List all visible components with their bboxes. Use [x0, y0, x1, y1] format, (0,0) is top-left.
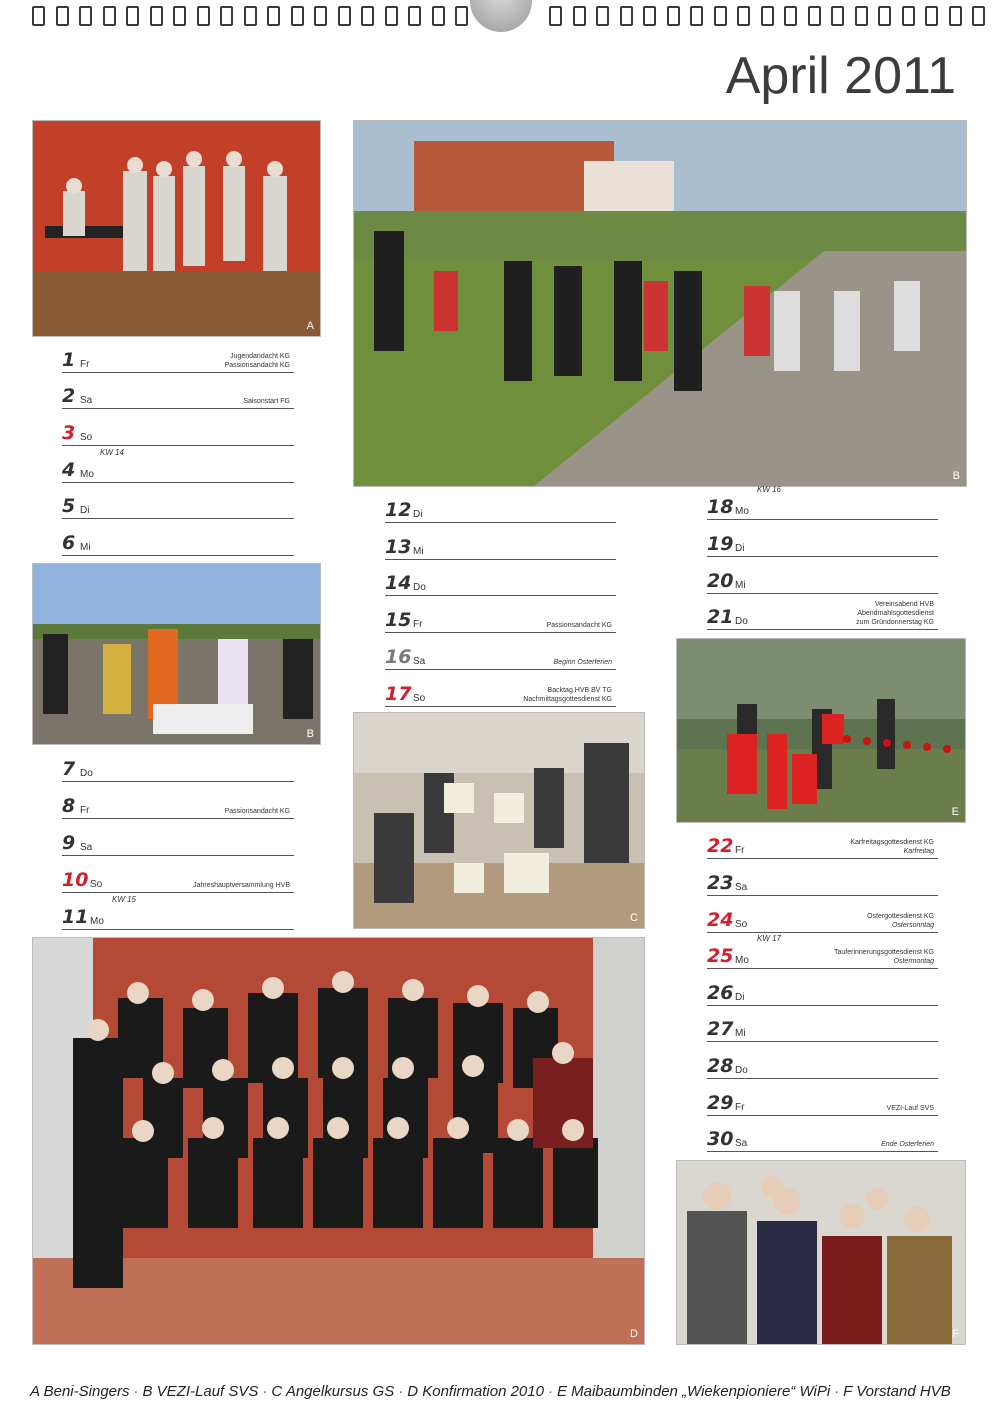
spiral-ring	[690, 6, 703, 26]
day-row-20	[707, 569, 938, 594]
day-row-4	[62, 448, 294, 483]
caption-separator: ·	[262, 1383, 268, 1400]
day-row-24	[707, 908, 938, 933]
day-number: 6	[62, 532, 76, 554]
weekday-label: Mo	[735, 955, 749, 966]
day-number: 14	[385, 572, 412, 594]
spiral-ring	[103, 6, 116, 26]
weekday-label: Di	[413, 509, 423, 520]
spiral-ring	[197, 6, 210, 26]
day-row-19	[707, 532, 938, 557]
spiral-ring	[855, 6, 868, 26]
spiral-ring	[549, 6, 562, 26]
spiral-ring	[291, 6, 304, 26]
event-text: Passionsandacht KG	[224, 362, 290, 369]
weekday-label: Mo	[735, 506, 749, 517]
day-events	[225, 352, 290, 370]
spiral-ring	[432, 6, 445, 26]
day-number: 3	[62, 422, 76, 444]
day-number: 16	[385, 646, 412, 668]
event-text: Karfreitag	[903, 848, 934, 855]
day-row-21	[707, 601, 938, 630]
spiral-ring	[220, 6, 233, 26]
photo-vezi-lauf	[353, 120, 967, 487]
day-row-26	[707, 981, 938, 1006]
weekday-label: Mi	[413, 546, 424, 557]
day-row-14	[385, 571, 616, 596]
weekday-label: Sa	[735, 1138, 748, 1149]
calendar-week-label: KW 15	[112, 895, 137, 904]
caption-f: F Vorstand HVB	[843, 1383, 951, 1400]
photo-letter: E	[951, 806, 959, 818]
event-text: Jugendandacht KG	[230, 353, 290, 360]
day-number: 24	[707, 909, 734, 931]
caption-d: D Konfirmation 2010	[407, 1383, 544, 1400]
weekday-label: Do	[735, 1065, 748, 1076]
day-events	[887, 1104, 934, 1113]
photo-vezi-lauf-2	[32, 563, 321, 745]
day-row-17	[385, 682, 616, 707]
spiral-ring	[338, 6, 351, 26]
spiral-ring	[173, 6, 186, 26]
day-row-29	[707, 1091, 938, 1116]
day-number: 20	[707, 570, 734, 592]
photo-maibaumbinden	[676, 638, 966, 823]
day-events	[547, 621, 612, 630]
weekday-label: Mi	[80, 542, 91, 553]
photo-letter: B	[306, 728, 314, 740]
weekday-label: So	[735, 919, 748, 930]
day-row-15	[385, 608, 616, 633]
day-number: 1	[62, 349, 76, 371]
event-text: VEZI-Lauf SVS	[886, 1105, 934, 1112]
caption-a: A Beni-Singers	[30, 1383, 130, 1400]
day-number: 30	[707, 1128, 734, 1150]
spiral-ring	[949, 6, 962, 26]
calendar-week-label: KW 17	[757, 934, 782, 943]
spiral-ring	[32, 6, 45, 26]
photo-konfirmation	[32, 937, 645, 1345]
spiral-ring	[361, 6, 374, 26]
spiral-ring	[831, 6, 844, 26]
day-number: 21	[707, 606, 734, 628]
day-row-10	[62, 868, 294, 893]
weekday-label: Di	[735, 992, 745, 1003]
weekday-label: Do	[735, 616, 748, 627]
event-text: Abendmahlsgottesdienst	[857, 610, 934, 617]
event-text: Ostersonntag	[891, 922, 934, 929]
day-events	[881, 1140, 934, 1149]
day-row-27	[707, 1017, 938, 1042]
weekday-label: Mi	[735, 580, 746, 591]
event-text: Ostergottesdienst KG	[867, 913, 934, 920]
event-text: Ende Osterferien	[881, 1141, 934, 1148]
photo-angelkursus	[353, 712, 645, 929]
spiral-ring	[79, 6, 92, 26]
day-row-28	[707, 1054, 938, 1079]
day-row-25	[707, 934, 938, 969]
day-events	[243, 397, 290, 406]
day-number: 4	[62, 459, 76, 481]
day-events	[850, 838, 934, 856]
spiral-ring	[761, 6, 774, 26]
photo-letter: B	[952, 470, 960, 482]
weekday-label: So	[90, 879, 103, 890]
day-row-23	[707, 871, 938, 896]
weekday-label: So	[413, 693, 426, 704]
event-text: Beginn Osterferien	[553, 659, 612, 666]
spiral-ring	[620, 6, 633, 26]
day-number: 28	[707, 1055, 734, 1077]
spiral-ring	[150, 6, 163, 26]
spiral-ring	[596, 6, 609, 26]
day-row-22	[707, 834, 938, 859]
spiral-ring	[385, 6, 398, 26]
weekday-label: Sa	[80, 395, 93, 406]
caption-separator: ·	[398, 1383, 404, 1400]
caption-e: E Maibaumbinden „Wiekenpioniere“ WiPi	[556, 1383, 831, 1400]
day-row-2	[62, 384, 294, 409]
day-number: 17	[385, 683, 412, 705]
weekday-label: Mi	[735, 1028, 746, 1039]
spiral-ring	[972, 6, 985, 26]
day-row-1	[62, 348, 294, 373]
day-row-3	[62, 421, 294, 446]
day-events	[523, 686, 612, 704]
weekday-label: Di	[735, 543, 745, 554]
caption-separator: ·	[834, 1383, 840, 1400]
spiral-ring	[667, 6, 680, 26]
spiral-ring	[267, 6, 280, 26]
day-row-8	[62, 794, 294, 819]
day-number: 25	[707, 945, 734, 967]
spiral-ring	[808, 6, 821, 26]
day-number: 27	[707, 1018, 734, 1040]
spiral-ring	[784, 6, 797, 26]
day-row-9	[62, 831, 294, 856]
day-number: 13	[385, 536, 412, 558]
weekday-label: Sa	[80, 842, 93, 853]
spiral-ring	[314, 6, 327, 26]
day-number: 8	[62, 795, 76, 817]
spiral-ring	[56, 6, 69, 26]
day-number: 5	[62, 495, 76, 517]
weekday-label: Fr	[735, 1102, 745, 1113]
weekday-label: Fr	[80, 805, 90, 816]
event-text: Backtag HVB BV TG	[547, 687, 612, 694]
day-events	[856, 600, 934, 627]
spiral-ring	[573, 6, 586, 26]
event-text: Passionsandacht KG	[546, 622, 612, 629]
weekday-label: Di	[80, 505, 90, 516]
day-number: 11	[62, 906, 89, 928]
day-number: 9	[62, 832, 76, 854]
event-text: Saisonstart FG	[243, 398, 290, 405]
day-number: 12	[385, 499, 412, 521]
spiral-ring	[455, 6, 468, 26]
day-number: 22	[707, 835, 734, 857]
event-text: Vereinsabend HVB	[874, 601, 934, 608]
weekday-label: Do	[80, 768, 93, 779]
caption-c: C Angelkursus GS	[271, 1383, 395, 1400]
event-text: zum Gründonnerstag KG	[856, 619, 934, 626]
weekday-label: Fr	[735, 845, 745, 856]
spiral-ring	[126, 6, 139, 26]
day-number: 18	[707, 496, 734, 518]
day-row-12	[385, 498, 616, 523]
photo-letter: C	[630, 912, 638, 924]
spiral-ring	[737, 6, 750, 26]
event-text: Jahreshauptversammlung HVB	[193, 882, 290, 889]
photo-vorstand	[676, 1160, 966, 1345]
calendar-week-label: KW 16	[757, 485, 782, 494]
day-number: 10	[62, 869, 89, 891]
spiral-ring	[902, 6, 915, 26]
day-row-5	[62, 494, 294, 519]
day-number: 15	[385, 609, 412, 631]
event-text: Passionsandacht KG	[224, 808, 290, 815]
weekday-label: So	[80, 432, 93, 443]
weekday-label: Sa	[735, 882, 748, 893]
photo-letter: A	[306, 320, 314, 332]
day-number: 26	[707, 982, 734, 1004]
spiral-ring	[244, 6, 257, 26]
day-row-30	[707, 1127, 938, 1152]
weekday-label: Fr	[80, 359, 90, 370]
weekday-label: Mo	[80, 469, 94, 480]
spiral-ring	[714, 6, 727, 26]
photo-beni-singers	[32, 120, 321, 337]
caption-separator: ·	[133, 1383, 139, 1400]
day-row-11	[62, 895, 294, 930]
event-text: Karfreitagsgottesdienst KG	[850, 839, 934, 846]
day-number: 2	[62, 385, 76, 407]
day-row-18	[707, 485, 938, 520]
day-row-7	[62, 757, 294, 782]
day-number: 19	[707, 533, 734, 555]
calendar-week-label: KW 14	[100, 448, 125, 457]
day-events	[834, 948, 934, 966]
month-title: April 2011	[725, 47, 956, 105]
day-row-13	[385, 535, 616, 560]
day-row-16	[385, 645, 616, 670]
event-text: Nachmittagsgottesdienst KG	[523, 696, 612, 703]
photo-caption	[30, 1383, 951, 1400]
day-row-6	[62, 531, 294, 556]
weekday-label: Mo	[90, 916, 104, 927]
day-events	[867, 912, 934, 930]
day-events	[193, 881, 290, 890]
caption-separator: ·	[547, 1383, 553, 1400]
spiral-ring	[408, 6, 421, 26]
spiral-ring	[925, 6, 938, 26]
day-number: 7	[62, 758, 76, 780]
weekday-label: Fr	[413, 619, 423, 630]
spiral-ring	[878, 6, 891, 26]
day-number: 23	[707, 872, 734, 894]
day-number: 29	[707, 1092, 734, 1114]
day-events	[225, 807, 290, 816]
photo-letter: F	[952, 1328, 959, 1340]
event-text: Tauferinnerungsgottesdienst KG	[833, 949, 934, 956]
spiral-ring	[643, 6, 656, 26]
caption-b: B VEZI-Lauf SVS	[142, 1383, 259, 1400]
weekday-label: Sa	[413, 656, 426, 667]
event-text: Ostermontag	[893, 958, 934, 965]
weekday-label: Do	[413, 582, 426, 593]
photo-letter: D	[630, 1328, 638, 1340]
day-events	[554, 658, 612, 667]
